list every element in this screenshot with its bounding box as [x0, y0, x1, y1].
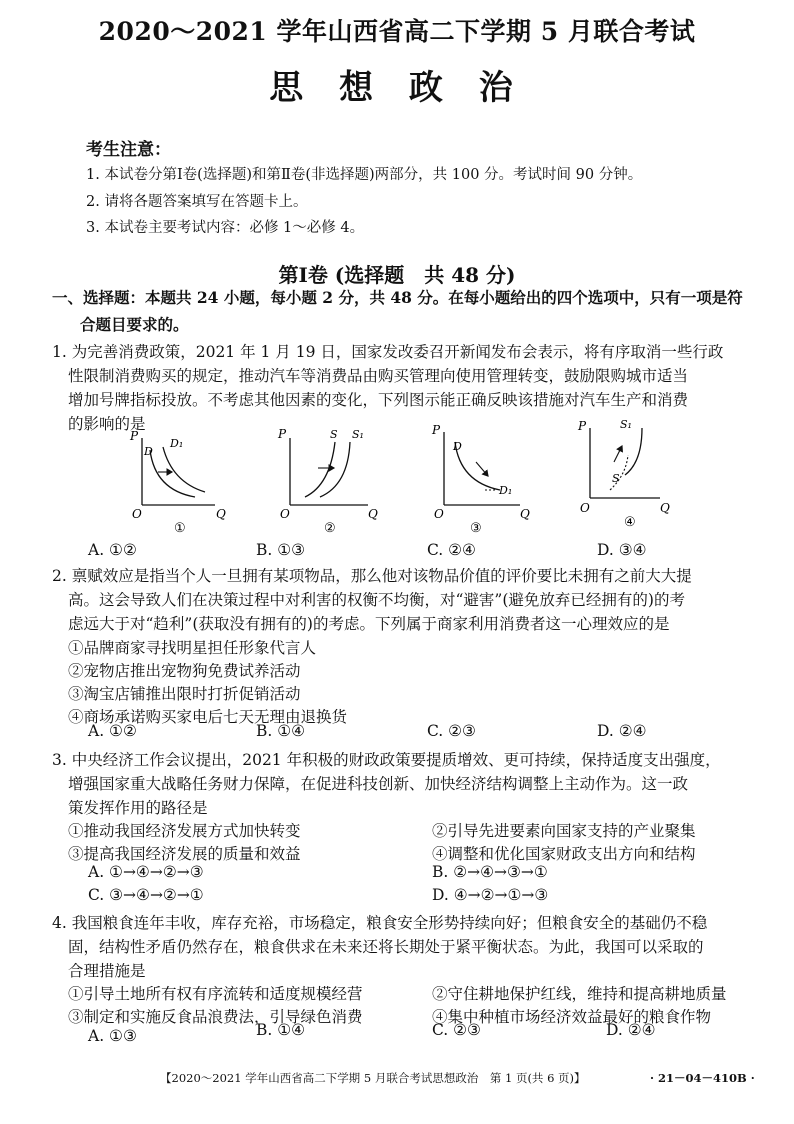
- statement-item: ③提高我国经济发展的质量和效益: [68, 845, 301, 863]
- option-a[interactable]: A. ①②: [88, 722, 137, 740]
- axis-label-q: Q: [368, 507, 378, 521]
- section-instruction: 合题目要求的。: [80, 315, 189, 334]
- demand-curve-d1: [163, 447, 205, 492]
- question-1-text: 性限制消费购买的规定，推动汽车等消费品由购买管理向使用管理转变，鼓励限购城市适当: [68, 367, 689, 385]
- curve-label: D: [453, 440, 462, 453]
- axis-label-q: Q: [660, 501, 670, 515]
- option-c[interactable]: C. ②③: [432, 1021, 481, 1039]
- statement-item: ①推动我国经济发展方式加快转变: [68, 822, 301, 840]
- statement-item: ②宠物店推出宠物狗免费试养活动: [68, 662, 301, 680]
- origin-label: O: [434, 507, 444, 521]
- statement-item: ④集中种植市场经济效益最好的粮食作物: [432, 1008, 712, 1026]
- question-2-text: 2. 禀赋效应是指当个人一旦拥有某项物品，那么他对该物品价值的评价要比未拥有之前大大提: [52, 567, 692, 585]
- supply-curve-s: [305, 442, 335, 497]
- option-c[interactable]: C. ②③: [427, 722, 476, 740]
- axis-label-p: P: [578, 419, 587, 433]
- question-1-text: 1. 为完善消费政策，2021 年 1 月 19 日，国家发改委召开新闻发布会表示，将有序取消一些行政: [52, 343, 724, 361]
- question-4-text: 合理措施是: [68, 962, 146, 980]
- question-2-text: 高。这会导致人们在决策过程中对利害的权衡不均衡，对“避害”(避免放弃已经拥有的)的考: [68, 591, 685, 609]
- axis-label-p: P: [130, 429, 139, 443]
- statement-item: ④商场承诺购买家电后七天无理由退换货: [68, 708, 348, 726]
- curve-label: S: [612, 472, 620, 485]
- page-footer: 【2020～2021 学年山西省高二下学期 5 月联合考试思想政治 第 1 页(共 6 页)】: [160, 1071, 586, 1085]
- option-b[interactable]: B. ②→④→③→①: [432, 863, 548, 881]
- shift-arrow: [614, 446, 622, 462]
- graph-3: [431, 423, 530, 536]
- statement-item: ②守住耕地保护红线，维持和提高耕地质量: [432, 985, 727, 1003]
- statement-item: ③制定和实施反食品浪费法，引导绿色消费: [68, 1008, 363, 1026]
- graph-2: [277, 427, 378, 536]
- notice-item: 3. 本试卷主要考试内容：必修 1～必修 4。: [86, 220, 365, 236]
- question-4-text: 固，结构性矛盾仍然存在，粮食供求在未来还将长期处于紧平衡状态。为此，我国可以采取的: [68, 938, 704, 956]
- graph-4: [577, 418, 670, 530]
- curve-label: S: [330, 428, 338, 441]
- subject-title: 思 想 政 治: [269, 68, 525, 108]
- option-c[interactable]: C. ③→④→②→①: [88, 886, 204, 904]
- question-2-text: 虑远大于对“趋利”(获取没有拥有的)的考虑。下列属于商家利用消费者这一心理效应的是: [68, 615, 670, 633]
- option-a[interactable]: A. ①③: [88, 1027, 137, 1045]
- option-a[interactable]: A. ①→④→②→③: [88, 863, 204, 881]
- statement-item: ①品牌商家寻找明星担任形象代言人: [68, 639, 317, 657]
- option-d[interactable]: D. ②④: [606, 1021, 656, 1039]
- question-3-text: 增强国家重大战略任务财力保障，在促进科技创新、加快经济结构调整上主动作为。这一政: [68, 775, 689, 793]
- notice-item: 1. 本试卷分第Ⅰ卷(选择题)和第Ⅱ卷(非选择题)两部分，共 100 分。考试时间 90 分钟。: [86, 167, 643, 183]
- demand-curve-d: [150, 450, 195, 497]
- shift-arrow: [476, 462, 488, 476]
- option-d[interactable]: D. ③④: [597, 541, 647, 559]
- notice-heading: 考生注意：: [86, 140, 171, 160]
- curve-label: S₁: [352, 428, 364, 441]
- axis-label-p: P: [432, 423, 441, 437]
- graph-1: [129, 429, 226, 536]
- question-1-text: 的影响的是: [68, 415, 146, 433]
- question-3-text: 策发挥作用的路径是: [68, 799, 208, 817]
- curve-label: D₁: [170, 437, 184, 450]
- option-d[interactable]: D. ②④: [597, 722, 647, 740]
- curve-label: D: [144, 445, 153, 458]
- option-b[interactable]: B. ①④: [256, 722, 306, 740]
- option-c[interactable]: C. ②④: [427, 541, 476, 559]
- question-4-text: 4. 我国粮食连年丰收，库存充裕，市场稳定，粮食安全形势持续向好；但粮食安全的基础仍不稳: [52, 914, 708, 932]
- notice-item: 2. 请将各题答案填写在答题卡上。: [86, 194, 308, 210]
- option-d[interactable]: D. ④→②→①→③: [432, 886, 549, 904]
- statement-item: ②引导先进要素向国家支持的产业聚集: [432, 822, 696, 840]
- option-b[interactable]: B. ①④: [256, 1021, 306, 1039]
- graph-number: ②: [324, 521, 336, 536]
- axis-label-p: P: [278, 427, 287, 441]
- curve-label: S₁: [620, 418, 632, 431]
- graph-number: ①: [174, 521, 186, 536]
- section-instruction: 一、选择题：本题共 24 小题，每小题 2 分，共 48 分。在每小题给出的四个选项中，只有一项是符: [52, 288, 743, 307]
- axis-label-q: Q: [520, 507, 530, 521]
- supply-curve-s1: [625, 428, 642, 475]
- origin-label: O: [280, 507, 290, 521]
- question-3-text: 3. 中央经济工作会议提出，2021 年积极的财政政策要提质增效、更可持续，保持适度支出强度，: [52, 751, 721, 769]
- section-heading: 第Ⅰ卷 (选择题 共 48 分): [278, 263, 516, 287]
- statement-item: ③淘宝店铺推出限时打折促销活动: [68, 685, 301, 703]
- option-b[interactable]: B. ①③: [256, 541, 306, 559]
- graph-number: ④: [624, 515, 636, 530]
- paper-code: · 21－04－410B ·: [650, 1071, 755, 1085]
- statement-item: ①引导土地所有权有序流转和适度规模经营: [68, 985, 363, 1003]
- supply-curve-s1: [320, 442, 350, 497]
- curve-label: D₁: [499, 484, 513, 497]
- origin-label: O: [580, 501, 590, 515]
- exam-title: 2020～2021 学年山西省高二下学期 5 月联合考试: [98, 17, 696, 46]
- option-a[interactable]: A. ①②: [88, 541, 137, 559]
- graph-number: ③: [470, 521, 482, 536]
- origin-label: O: [132, 507, 142, 521]
- statement-item: ④调整和优化国家财政支出方向和结构: [432, 845, 696, 863]
- axis-label-q: Q: [216, 507, 226, 521]
- question-1-text: 增加号牌指标投放。不考虑其他因素的变化，下列图示能正确反映该措施对汽车生产和消费: [68, 391, 689, 409]
